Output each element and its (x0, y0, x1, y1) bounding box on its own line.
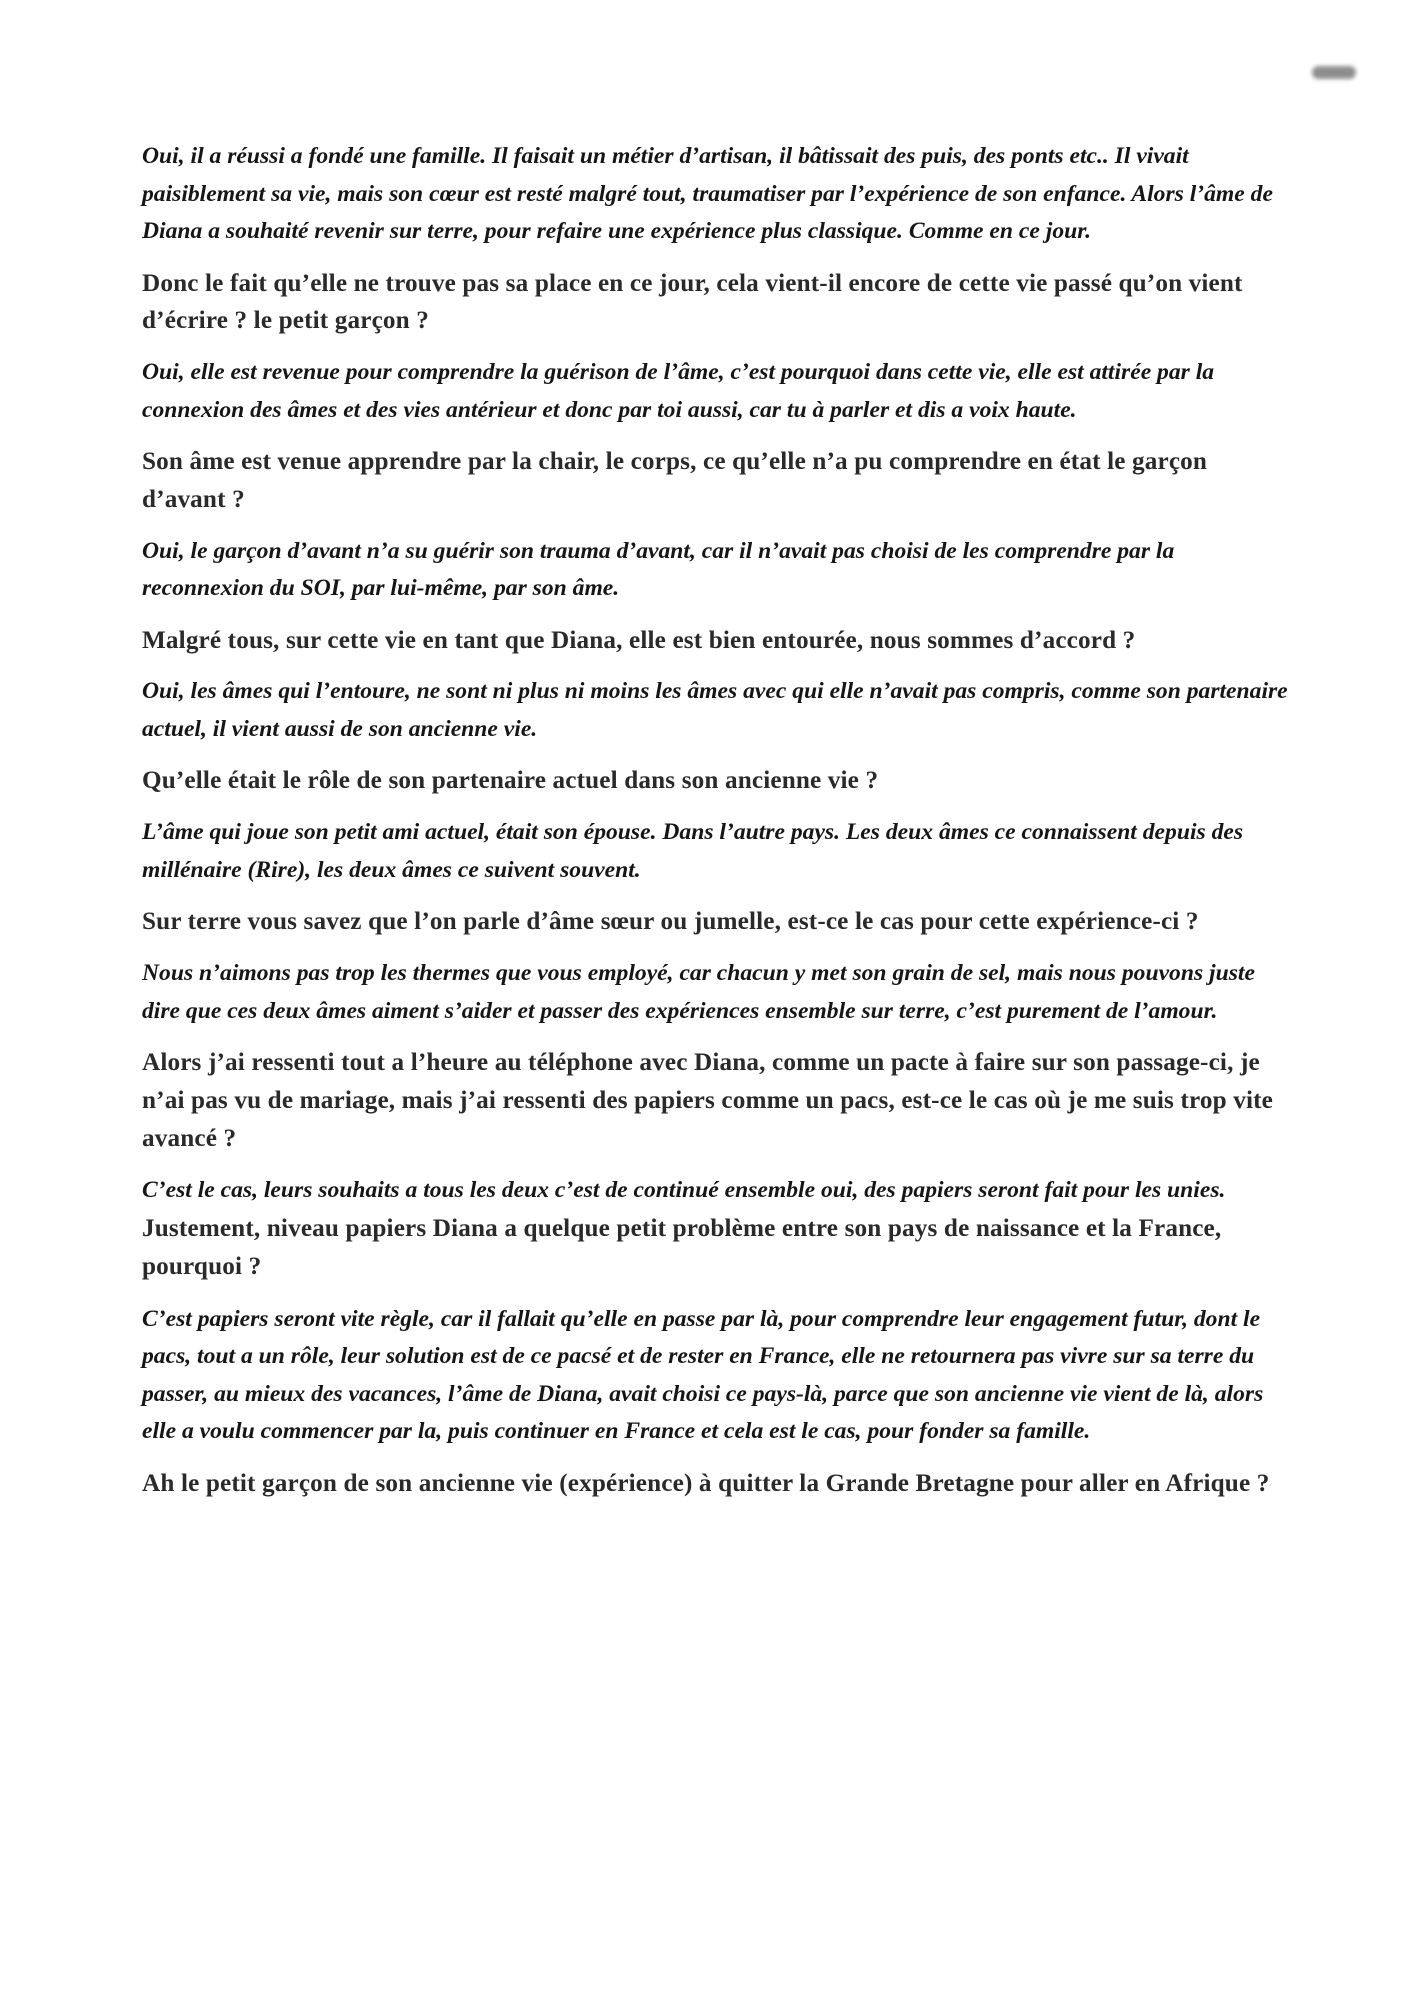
page-corner-mark (1312, 66, 1356, 79)
question-paragraph: Alors j’ai ressenti tout a l’heure au téléphone avec Diana, comme un pacte à faire sur son passage-ci, je n’ai pas vu de mariage, mais j’ai ressenti des papiers comme un pacs, est-ce le cas où je me suis trop vite avancé ? (142, 1049, 1273, 1152)
answer-paragraph: C’est papiers seront vite règle, car il fallait qu’elle en passe par là, pour comprendre leur engagement futur, dont le pacs, tout a un rôle, leur solution est de ce pacsé et de rester en France, elle ne retournera pas vivre sur sa terre du passer, au mieux des vacances, l’âme de Diana, avait choisi ce pays-là, parce que son ancienne vie vient de là, alors elle a voulu commencer par la, puis continuer en France et cela est le cas, pour fonder sa famille. (142, 1305, 1264, 1445)
question-paragraph: Malgré tous, sur cette vie en tant que Diana, elle est bien entourée, nous sommes d’accord ? (142, 626, 1136, 654)
question-paragraph: Qu’elle était le rôle de son partenaire actuel dans son ancienne vie ? (142, 767, 879, 795)
answer-paragraph: Oui, elle est revenue pour comprendre la guérison de l’âme, c’est pourquoi dans cette vie, elle est attirée par la connexion des âmes et des vies antérieur et donc par toi aussi, car tu à parler et dis a voix haute. (142, 359, 1215, 423)
question-paragraph: Sur terre vous savez que l’on parle d’âme sœur ou jumelle, est-ce le cas pour cette expérience-ci ? (142, 908, 1199, 936)
question-paragraph: Donc le fait qu’elle ne trouve pas sa place en ce jour, cela vient-il encore de cette vie passé qu’on vient d’écrire ? le petit garçon ? (142, 269, 1243, 335)
inline-question-text: Justement, niveau papiers Diana a quelque petit problème entre son pays de naissance et la France, pourquoi ? (142, 1214, 1222, 1281)
answer-paragraph: Oui, le garçon d’avant n’a su guérir son trauma d’avant, car il n’avait pas choisi de les comprendre par la reconnexion du SOI, par lui-même, par son âme. (142, 537, 1175, 602)
answer-paragraph: Nous n’aimons pas trop les thermes que vous employé, car chacun y met son grain de sel, mais nous pouvons juste dire que ces deux âmes aiment s’aider et passer des expériences ensemble sur terre, c’est purement de l’amour. (142, 960, 1255, 1024)
mixed-paragraph (142, 1171, 1292, 1287)
answer-text: C’est le cas, leurs souhaits a tous les deux c’est de continué ensemble oui, des papiers seront fait pour les unies. (142, 1177, 1226, 1204)
document-body (142, 138, 1292, 1517)
question-paragraph: Son âme est venue apprendre par la chair, le corps, ce qu’elle n’a pu comprendre en état le garçon d’avant ? (142, 448, 1208, 513)
answer-paragraph: L’âme qui joue son petit ami actuel, était son épouse. Dans l’autre pays. Les deux âmes ce connaissent depuis des millénaire (Rire), les deux âmes ce suivent souvent. (142, 819, 1244, 883)
answer-paragraph: Oui, il a réussi a fondé une famille. Il faisait un métier d’artisan, il bâtissait des puis, des ponts etc.. Il vivait paisiblement sa vie, mais son cœur est resté malgré tout, traumatiser par l’expérience de son enfance. Alors l’âme de Diana a souhaité revenir sur terre, pour refaire une expérience plus classique. Comme en ce jour. (142, 143, 1273, 244)
answer-paragraph: Oui, les âmes qui l’entoure, ne sont ni plus ni moins les âmes avec qui elle n’avait pas compris, comme son partenaire actuel, il vient aussi de son ancienne vie. (142, 678, 1288, 742)
question-paragraph: Ah le petit garçon de son ancienne vie (expérience) à quitter la Grande Bretagne pour aller en Afrique ? (142, 1469, 1270, 1497)
